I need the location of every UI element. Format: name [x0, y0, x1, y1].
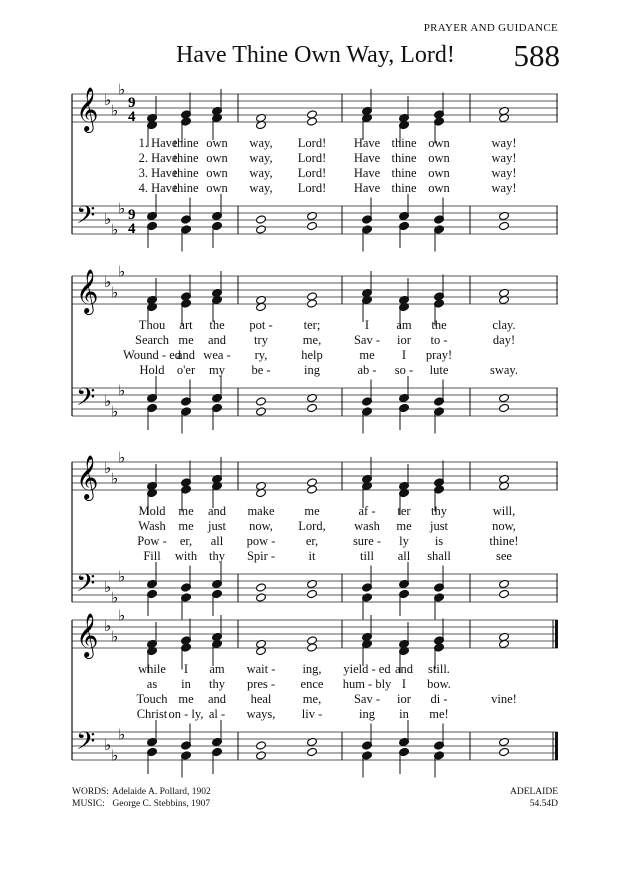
- lyric-syllable: af -: [358, 504, 376, 518]
- note: [499, 589, 510, 598]
- lyric-syllable: Wound - ed: [122, 348, 182, 362]
- lyric-syllable: sure -: [352, 534, 382, 548]
- lyric-syllable: Have: [353, 136, 381, 150]
- note: [256, 741, 267, 750]
- treble-staff: [72, 276, 558, 304]
- lyric-syllable: ly: [399, 534, 409, 548]
- lyric-syllable: I: [364, 318, 370, 332]
- note: [362, 724, 373, 751]
- lyric-syllable: Lord,: [298, 519, 326, 533]
- time-signature-digit: 9: [128, 95, 136, 111]
- lyric-syllable: Lord!: [297, 136, 327, 150]
- lyric-syllable: ter: [397, 504, 411, 518]
- lyric-syllable: me,: [302, 692, 322, 706]
- note: [147, 278, 158, 305]
- lyric-syllable: bow.: [427, 677, 451, 691]
- note: [256, 583, 267, 592]
- lyric-syllable: just: [429, 519, 449, 533]
- lyric-syllable: so -: [394, 363, 414, 377]
- lyric-syllable: Christ: [136, 707, 168, 721]
- note: [434, 566, 445, 593]
- time-signature-digit: 4: [128, 221, 136, 237]
- time-signature-digit: 9: [128, 207, 136, 223]
- note: [307, 747, 318, 756]
- flat-icon: ♭: [111, 746, 119, 765]
- flat-icon: ♭: [111, 469, 119, 488]
- lyric-syllable: way!: [491, 166, 517, 180]
- lyric-syllable: way,: [249, 136, 273, 150]
- lyric-syllable: thine: [391, 181, 417, 195]
- note: [147, 376, 158, 403]
- note: [147, 96, 158, 123]
- lyric-syllable: in: [181, 677, 191, 691]
- treble-clef-icon: 𝄞: [76, 613, 99, 657]
- lyric-syllable: with: [174, 549, 198, 563]
- lyric-syllable: be -: [251, 363, 271, 377]
- lyric-syllable: thine: [391, 136, 417, 150]
- note: [212, 615, 223, 642]
- note: [399, 376, 410, 403]
- lyric-syllable: I: [401, 348, 407, 362]
- flat-icon: ♭: [118, 80, 126, 99]
- lyric-syllable: ing: [359, 707, 375, 721]
- treble-staff: [72, 462, 558, 490]
- treble-clef-icon: 𝄞: [76, 455, 99, 499]
- note: [362, 89, 373, 116]
- lyric-syllable: wash: [354, 519, 380, 533]
- flat-icon: ♭: [104, 210, 112, 228]
- lyric-syllable: al -: [208, 707, 226, 721]
- bass-clef-icon: 𝄢: [76, 569, 96, 604]
- treble-clef-icon: 𝄞: [76, 87, 99, 131]
- words-label: WORDS:: [72, 787, 109, 797]
- lyric-syllable: me: [178, 519, 194, 533]
- note: [181, 225, 192, 252]
- lyric-syllable: wait -: [246, 662, 276, 676]
- music-composer: George C. Stebbins, 1907: [112, 799, 211, 809]
- lyric-syllable: own: [206, 151, 228, 165]
- lyric-syllable: thine: [391, 151, 417, 165]
- lyric-syllable: Have: [353, 181, 381, 195]
- lyric-syllable: Lord!: [297, 151, 327, 165]
- note: [307, 221, 318, 230]
- lyric-syllable: ing,: [302, 662, 322, 676]
- lyric-syllable: thine: [391, 166, 417, 180]
- note: [212, 457, 223, 484]
- note: [256, 751, 267, 760]
- note: [181, 407, 192, 434]
- note: [307, 643, 318, 652]
- lyric-syllable: thine: [173, 136, 199, 150]
- lyric-syllable: art: [179, 318, 193, 332]
- note: [399, 747, 410, 774]
- lyric-syllable: pot -: [249, 318, 273, 332]
- note: [434, 225, 445, 252]
- lyric-syllable: way!: [491, 181, 517, 195]
- note: [499, 221, 510, 230]
- music-credit: [72, 798, 211, 810]
- note: [434, 751, 445, 778]
- lyric-syllable: as: [146, 677, 158, 691]
- lyric-syllable: ab -: [357, 363, 377, 377]
- lyric-syllable: and: [207, 504, 227, 518]
- note: [212, 194, 223, 221]
- flat-icon: ♭: [118, 381, 126, 400]
- note: [362, 271, 373, 298]
- lyric-syllable: am: [209, 662, 225, 676]
- lyric-syllable: Lord!: [297, 166, 327, 180]
- music-label: MUSIC:: [72, 799, 105, 809]
- bass-clef-icon: 𝄢: [76, 383, 96, 418]
- note: [147, 221, 158, 248]
- note: [499, 403, 510, 412]
- lyric-syllable: Touch: [136, 692, 168, 706]
- flat-icon: ♭: [104, 459, 112, 477]
- lyric-syllable: own: [428, 166, 450, 180]
- treble-clef-icon: 𝄞: [76, 269, 99, 313]
- note: [181, 198, 192, 225]
- lyric-syllable: and: [176, 348, 196, 362]
- lyric-syllable: yield - ed: [343, 662, 391, 676]
- lyric-syllable: me,: [302, 333, 322, 347]
- note: [212, 720, 223, 747]
- note: [399, 403, 410, 430]
- note: [147, 622, 158, 649]
- note: [307, 589, 318, 598]
- note: [212, 89, 223, 116]
- lyric-syllable: own: [206, 136, 228, 150]
- flat-icon: ♭: [111, 588, 119, 607]
- note: [399, 720, 410, 747]
- lyric-syllable: will,: [492, 504, 516, 518]
- note: [147, 194, 158, 221]
- lyric-syllable: me: [178, 692, 194, 706]
- lyric-syllable: Pow -: [137, 534, 167, 548]
- lyric-syllable: Lord!: [297, 181, 327, 195]
- lyric-line: [72, 677, 558, 693]
- lyric-syllable: ry,: [254, 348, 268, 362]
- note: [399, 96, 410, 123]
- lyric-syllable: me: [178, 333, 194, 347]
- flat-icon: ♭: [118, 567, 126, 586]
- treble-staff: [72, 94, 558, 122]
- lyric-syllable: still.: [428, 662, 450, 676]
- hymn-title: Have Thine Own Way, Lord!: [176, 42, 455, 68]
- lyric-syllable: ing: [304, 363, 320, 377]
- lyric-syllable: Wash: [138, 519, 166, 533]
- note: [181, 619, 192, 646]
- note: [212, 403, 223, 430]
- lyric-syllable: just: [207, 519, 227, 533]
- note: [147, 720, 158, 747]
- lyric-syllable: I: [401, 677, 407, 691]
- lyric-syllable: 1. Have: [138, 136, 178, 150]
- lyric-syllable: me: [178, 504, 194, 518]
- note: [181, 566, 192, 593]
- lyric-syllable: hum - bly: [342, 677, 392, 691]
- lyric-syllable: now,: [249, 519, 273, 533]
- section-heading: PRAYER AND GUIDANCE: [423, 22, 558, 34]
- flat-icon: ♭: [104, 273, 112, 291]
- lyric-syllable: Fill: [143, 549, 161, 563]
- lyric-syllable: Mold: [138, 504, 166, 518]
- lyric-syllable: thy: [431, 504, 447, 518]
- note: [256, 215, 267, 224]
- lyric-syllable: is: [434, 534, 444, 548]
- note: [399, 622, 410, 649]
- lyric-syllable: Spir -: [246, 549, 276, 563]
- note: [434, 407, 445, 434]
- lyric-syllable: lute: [429, 363, 449, 377]
- flat-icon: ♭: [111, 283, 119, 302]
- bass-staff: [72, 388, 558, 416]
- note: [181, 275, 192, 302]
- note: [307, 403, 318, 412]
- lyric-syllable: way,: [249, 166, 273, 180]
- flat-icon: ♭: [118, 606, 126, 625]
- lyric-syllable: liv -: [301, 707, 323, 721]
- lyric-line: [72, 662, 558, 678]
- flat-icon: ♭: [111, 220, 119, 239]
- bass-staff: [72, 206, 558, 234]
- lyric-syllable: try: [254, 333, 268, 347]
- note: [212, 271, 223, 298]
- flat-icon: ♭: [104, 91, 112, 109]
- lyric-line: [72, 166, 558, 182]
- lyric-line: [72, 333, 558, 349]
- lyric-syllable: own: [206, 166, 228, 180]
- note: [181, 751, 192, 778]
- lyric-syllable: clay.: [492, 318, 516, 332]
- lyric-syllable: ence: [300, 677, 324, 691]
- lyric-syllable: wea -: [203, 348, 231, 362]
- lyric-line: [72, 534, 558, 550]
- note: [181, 93, 192, 120]
- lyric-line: [72, 692, 558, 708]
- lyric-syllable: ior: [397, 692, 411, 706]
- note: [362, 198, 373, 225]
- lyric-syllable: help: [301, 348, 323, 362]
- lyric-syllable: Search: [134, 333, 170, 347]
- time-signature-digit: 4: [128, 109, 136, 125]
- lyric-syllable: Have: [353, 151, 381, 165]
- lyric-syllable: er,: [179, 534, 193, 548]
- note: [212, 747, 223, 774]
- lyric-syllable: way,: [249, 181, 273, 195]
- lyric-syllable: me: [359, 348, 375, 362]
- note: [212, 562, 223, 589]
- lyric-syllable: am: [396, 318, 412, 332]
- lyric-syllable: way!: [491, 151, 517, 165]
- lyric-syllable: day!: [492, 333, 516, 347]
- lyric-syllable: pow -: [246, 534, 276, 548]
- lyric-syllable: all: [397, 549, 411, 563]
- note: [362, 407, 373, 434]
- flat-icon: ♭: [111, 101, 119, 120]
- note: [362, 751, 373, 778]
- lyric-line: [72, 549, 558, 565]
- note: [212, 221, 223, 248]
- lyric-syllable: it: [308, 549, 316, 563]
- lyric-syllable: 3. Have: [138, 166, 178, 180]
- lyric-syllable: Sav -: [353, 692, 381, 706]
- flat-icon: ♭: [104, 736, 112, 754]
- note: [147, 403, 158, 430]
- lyric-line: [72, 318, 558, 334]
- lyric-syllable: thy: [209, 549, 225, 563]
- lyric-syllable: see: [496, 549, 512, 563]
- flat-icon: ♭: [118, 725, 126, 744]
- lyric-line: [72, 136, 558, 152]
- lyric-syllable: o'er: [176, 363, 196, 377]
- note: [362, 615, 373, 642]
- note: [399, 278, 410, 305]
- lyric-line: [72, 707, 558, 723]
- bass-staff: [72, 574, 558, 602]
- note: [256, 225, 267, 234]
- tune-info: [510, 786, 558, 810]
- note: [499, 747, 510, 756]
- words-credit: [72, 786, 211, 798]
- flat-icon: ♭: [104, 392, 112, 410]
- flat-icon: ♭: [118, 448, 126, 467]
- hymn-number: 588: [513, 38, 560, 73]
- lyric-syllable: make: [247, 504, 275, 518]
- lyric-syllable: I: [183, 662, 189, 676]
- lyric-syllable: 4. Have: [138, 181, 178, 195]
- note: [307, 485, 318, 494]
- flat-icon: ♭: [104, 617, 112, 635]
- lyric-syllable: er,: [305, 534, 319, 548]
- note: [212, 376, 223, 403]
- note: [256, 407, 267, 416]
- lyric-line: [72, 519, 558, 535]
- lyric-syllable: thine: [173, 181, 199, 195]
- note: [399, 194, 410, 221]
- note: [307, 117, 318, 126]
- note: [362, 225, 373, 252]
- note: [147, 747, 158, 774]
- lyric-syllable: pres -: [246, 677, 276, 691]
- note: [399, 464, 410, 491]
- note: [147, 464, 158, 491]
- note: [434, 198, 445, 225]
- lyric-syllable: till: [360, 549, 374, 563]
- lyric-line: [72, 181, 558, 197]
- lyric-syllable: me!: [429, 707, 449, 721]
- lyric-syllable: thine: [173, 166, 199, 180]
- bass-clef-icon: 𝄢: [76, 727, 96, 762]
- lyric-syllable: me: [396, 519, 412, 533]
- lyric-syllable: my: [209, 363, 225, 377]
- lyric-syllable: and: [207, 333, 227, 347]
- treble-staff: [72, 620, 558, 648]
- note: [434, 619, 445, 646]
- note: [362, 566, 373, 593]
- note: [362, 457, 373, 484]
- lyric-syllable: pray!: [425, 348, 453, 362]
- lyric-syllable: 2. Have: [138, 151, 178, 165]
- flat-icon: ♭: [111, 402, 119, 421]
- lyric-syllable: to -: [430, 333, 448, 347]
- lyric-syllable: own: [428, 136, 450, 150]
- tune-meter: 54.54D: [529, 799, 558, 809]
- flat-icon: ♭: [104, 578, 112, 596]
- lyric-syllable: thine!: [489, 534, 519, 548]
- lyric-syllable: the: [431, 318, 447, 332]
- lyric-syllable: heal: [250, 692, 272, 706]
- note: [307, 299, 318, 308]
- lyric-syllable: own: [428, 151, 450, 165]
- bass-staff: [72, 732, 558, 760]
- note: [181, 724, 192, 751]
- lyric-syllable: way!: [491, 136, 517, 150]
- lyric-line: [72, 504, 558, 520]
- lyric-syllable: and: [207, 692, 227, 706]
- lyric-syllable: thy: [209, 677, 225, 691]
- lyric-syllable: the: [209, 318, 225, 332]
- note: [434, 724, 445, 751]
- lyric-syllable: now,: [492, 519, 516, 533]
- lyric-syllable: shall: [427, 549, 451, 563]
- note: [434, 380, 445, 407]
- lyric-syllable: Sav -: [353, 333, 381, 347]
- tune-name: ADELAIDE: [509, 787, 558, 797]
- lyric-syllable: own: [206, 181, 228, 195]
- note: [256, 397, 267, 406]
- note: [362, 380, 373, 407]
- lyric-syllable: vine!: [491, 692, 517, 706]
- note: [434, 275, 445, 302]
- note: [399, 221, 410, 248]
- lyric-syllable: ways,: [246, 707, 276, 721]
- lyric-line: [72, 363, 558, 379]
- note: [256, 593, 267, 602]
- note: [181, 380, 192, 407]
- lyric-syllable: Have: [353, 166, 381, 180]
- note: [434, 461, 445, 488]
- lyric-syllable: all: [210, 534, 224, 548]
- credits: [72, 786, 211, 810]
- flat-icon: ♭: [118, 199, 126, 218]
- lyric-syllable: me: [304, 504, 320, 518]
- bass-clef-icon: 𝄢: [76, 201, 96, 236]
- note: [399, 562, 410, 589]
- note: [181, 461, 192, 488]
- lyric-syllable: ter;: [303, 318, 321, 332]
- lyric-syllable: sway.: [489, 363, 519, 377]
- flat-icon: ♭: [118, 262, 126, 281]
- lyric-syllable: Hold: [139, 363, 165, 377]
- lyric-syllable: in: [399, 707, 409, 721]
- lyric-syllable: Thou: [138, 318, 166, 332]
- lyric-syllable: di -: [430, 692, 448, 706]
- lyric-syllable: ior: [397, 333, 411, 347]
- lyric-line: [72, 151, 558, 167]
- lyric-syllable: while: [138, 662, 166, 676]
- lyric-syllable: own: [428, 181, 450, 195]
- note: [147, 562, 158, 589]
- lyric-syllable: thine: [173, 151, 199, 165]
- flat-icon: ♭: [111, 627, 119, 646]
- lyric-syllable: on - ly,: [168, 707, 204, 721]
- words-author: Adelaide A. Pollard, 1902: [111, 787, 211, 797]
- note: [434, 93, 445, 120]
- lyric-syllable: and: [394, 662, 414, 676]
- lyric-syllable: way,: [249, 151, 273, 165]
- lyric-line: [72, 348, 558, 364]
